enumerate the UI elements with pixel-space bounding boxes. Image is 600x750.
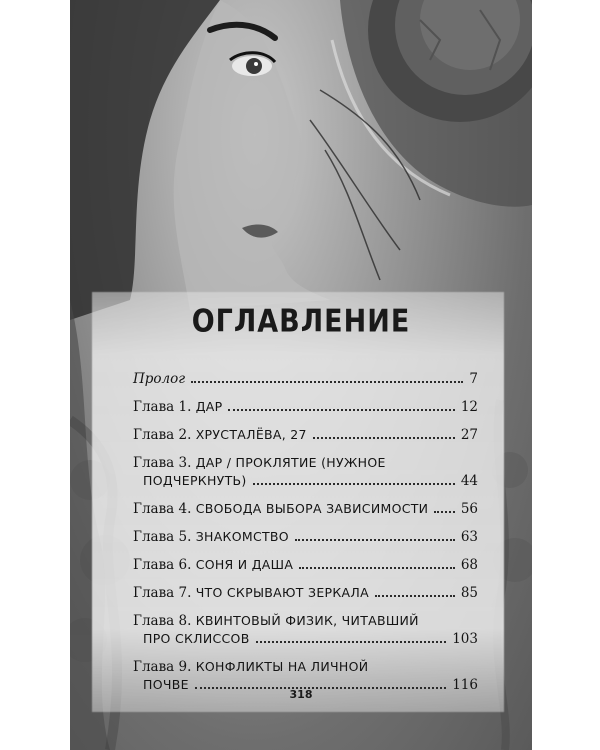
toc-leader-dots bbox=[191, 381, 463, 383]
toc-leader-dots bbox=[375, 595, 455, 597]
toc-entry bbox=[133, 398, 478, 416]
toc-entry-prefix: Глава 4. bbox=[133, 501, 192, 517]
toc-entry bbox=[133, 556, 478, 574]
toc-entry-page: 68 bbox=[460, 557, 478, 573]
toc-entry-page: 56 bbox=[460, 501, 478, 517]
toc-entry bbox=[133, 612, 478, 648]
toc-entry-prefix: Глава 8. bbox=[133, 613, 192, 629]
toc-entry bbox=[133, 426, 478, 444]
toc-leader-dots bbox=[434, 511, 454, 513]
toc-entry-page: 85 bbox=[460, 585, 478, 601]
book-page bbox=[70, 0, 532, 750]
toc-entry-title: СВОБОДА ВЫБОРА ЗАВИСИМОСТИ bbox=[195, 501, 429, 516]
toc-entry-page: 44 bbox=[460, 473, 478, 489]
toc-entry-page: 7 bbox=[469, 371, 478, 387]
toc-entry bbox=[133, 584, 478, 602]
toc-leader-dots bbox=[295, 539, 455, 541]
toc-entry-title-continued: ПРО СКЛИССОВ bbox=[143, 631, 250, 646]
toc-entry bbox=[133, 370, 478, 388]
toc-leader-dots bbox=[299, 567, 455, 569]
toc-entry-title: ДАР / ПРОКЛЯТИЕ (НУЖНОЕ bbox=[195, 455, 386, 470]
toc-entry-title: ХРУСТАЛЁВА, 27 bbox=[195, 427, 307, 442]
toc-entry-title-continued: ПОЧВЕ bbox=[143, 677, 189, 692]
toc-entry-prefix: Глава 3. bbox=[133, 455, 192, 471]
toc-entry-title: СОНЯ И ДАША bbox=[195, 557, 294, 572]
page-number: 318 bbox=[289, 688, 313, 701]
page-title: ОГЛАВЛЕНИЕ bbox=[191, 303, 411, 340]
toc-entry-page: 63 bbox=[460, 529, 478, 545]
toc-entry-prefix: Глава 5. bbox=[133, 529, 192, 545]
toc-entry-title: КВИНТОВЫЙ ФИЗИК, ЧИТАВШИЙ bbox=[195, 613, 419, 628]
toc-leader-dots bbox=[253, 483, 455, 485]
toc-leader-dots bbox=[313, 437, 455, 439]
toc-entry-prefix: Глава 6. bbox=[133, 557, 192, 573]
table-of-contents bbox=[133, 370, 478, 704]
toc-entry-page: 103 bbox=[452, 631, 478, 647]
toc-entry-title: ЧТО СКРЫВАЮТ ЗЕРКАЛА bbox=[195, 585, 369, 600]
toc-entry-page: 27 bbox=[460, 427, 478, 443]
toc-entry bbox=[133, 500, 478, 518]
toc-entry-prefix: Глава 7. bbox=[133, 585, 192, 601]
toc-leader-dots bbox=[228, 409, 454, 411]
toc-entry-page: 116 bbox=[452, 677, 478, 693]
toc-entry-title-continued: ПОДЧЕРКНУТЬ) bbox=[143, 473, 247, 488]
toc-entry-page: 12 bbox=[460, 399, 478, 415]
toc-entry-title: ЗНАКОМСТВО bbox=[195, 529, 289, 544]
toc-entry-title: Пролог bbox=[133, 371, 186, 387]
toc-entry bbox=[133, 528, 478, 546]
toc-entry-prefix: Глава 9. bbox=[133, 659, 192, 675]
toc-entry-title: КОНФЛИКТЫ НА ЛИЧНОЙ bbox=[195, 659, 369, 674]
toc-entry-title: ДАР bbox=[195, 399, 223, 414]
toc-leader-dots bbox=[256, 641, 447, 643]
toc-entry-prefix: Глава 2. bbox=[133, 427, 192, 443]
toc-entry-prefix: Глава 1. bbox=[133, 399, 192, 415]
toc-entry bbox=[133, 454, 478, 490]
